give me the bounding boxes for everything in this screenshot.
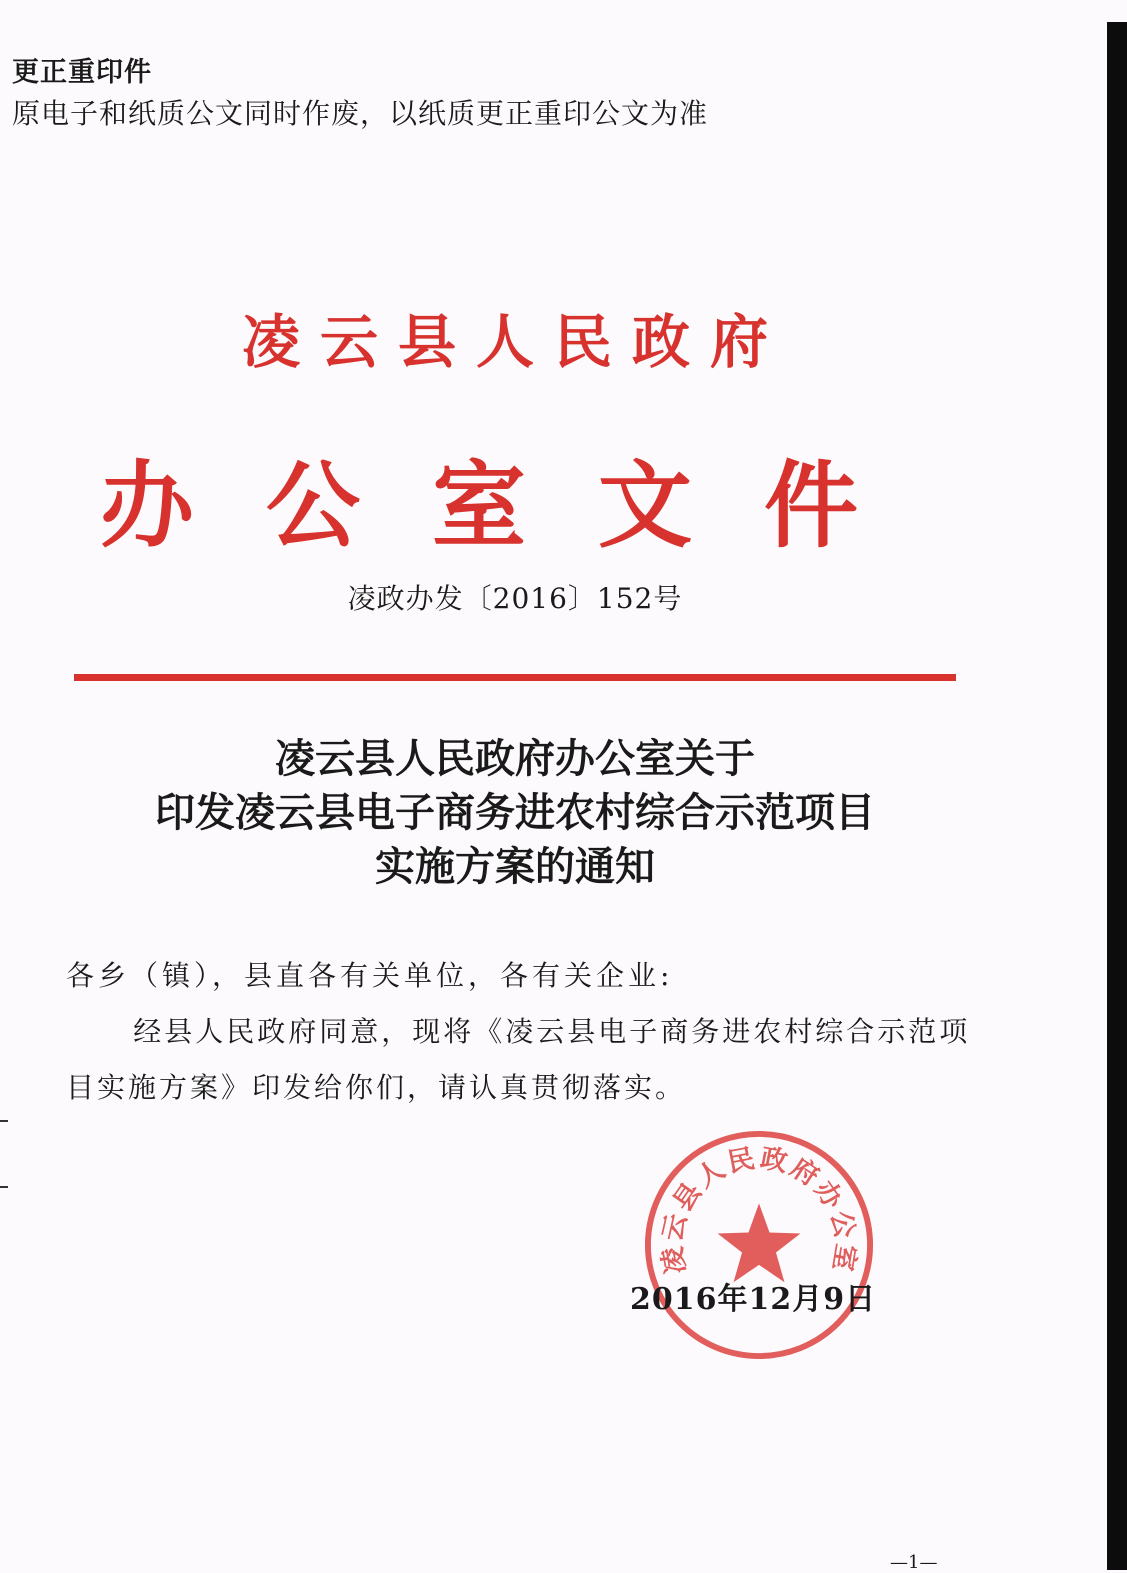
- scan-edge-bar: [1107, 22, 1127, 1570]
- issuer-name: 凌云县人民政府: [241, 308, 788, 376]
- body-paragraph: 经县人民政府同意，现将《凌云县电子商务进农村综合示范项目实施方案》印发给你们，请认真贯彻落实。: [66, 1015, 971, 1104]
- title-line-1: 凌云县人民政府办公室关于: [275, 735, 755, 782]
- official-seal: [640, 1126, 878, 1364]
- binding-mark: [0, 1120, 8, 1122]
- title-line-2: 印发凌云县电子商务进农村综合示范项目: [155, 789, 875, 836]
- title-line-3: 实施方案的通知: [375, 843, 655, 890]
- seal-star-icon: [718, 1203, 801, 1282]
- document-title: [0, 732, 1030, 894]
- correction-title: 更正重印件: [12, 57, 152, 88]
- signing-date: 2016年12月9日: [630, 1282, 877, 1317]
- binding-mark: [0, 1186, 8, 1188]
- document-number: 凌政办发〔2016〕152号: [347, 582, 683, 615]
- correction-note: 原电子和纸质公文同时作废，以纸质更正重印公文为准: [12, 97, 709, 130]
- salutation: 各乡（镇），县直各有关单位，各有关企业:: [66, 959, 674, 992]
- seal-text: 凌云县人民政府办公室: [656, 1142, 862, 1277]
- document-type-heading: 办公室文件: [99, 451, 930, 561]
- red-divider-line: [74, 674, 956, 681]
- page-number: —1—: [890, 1552, 938, 1573]
